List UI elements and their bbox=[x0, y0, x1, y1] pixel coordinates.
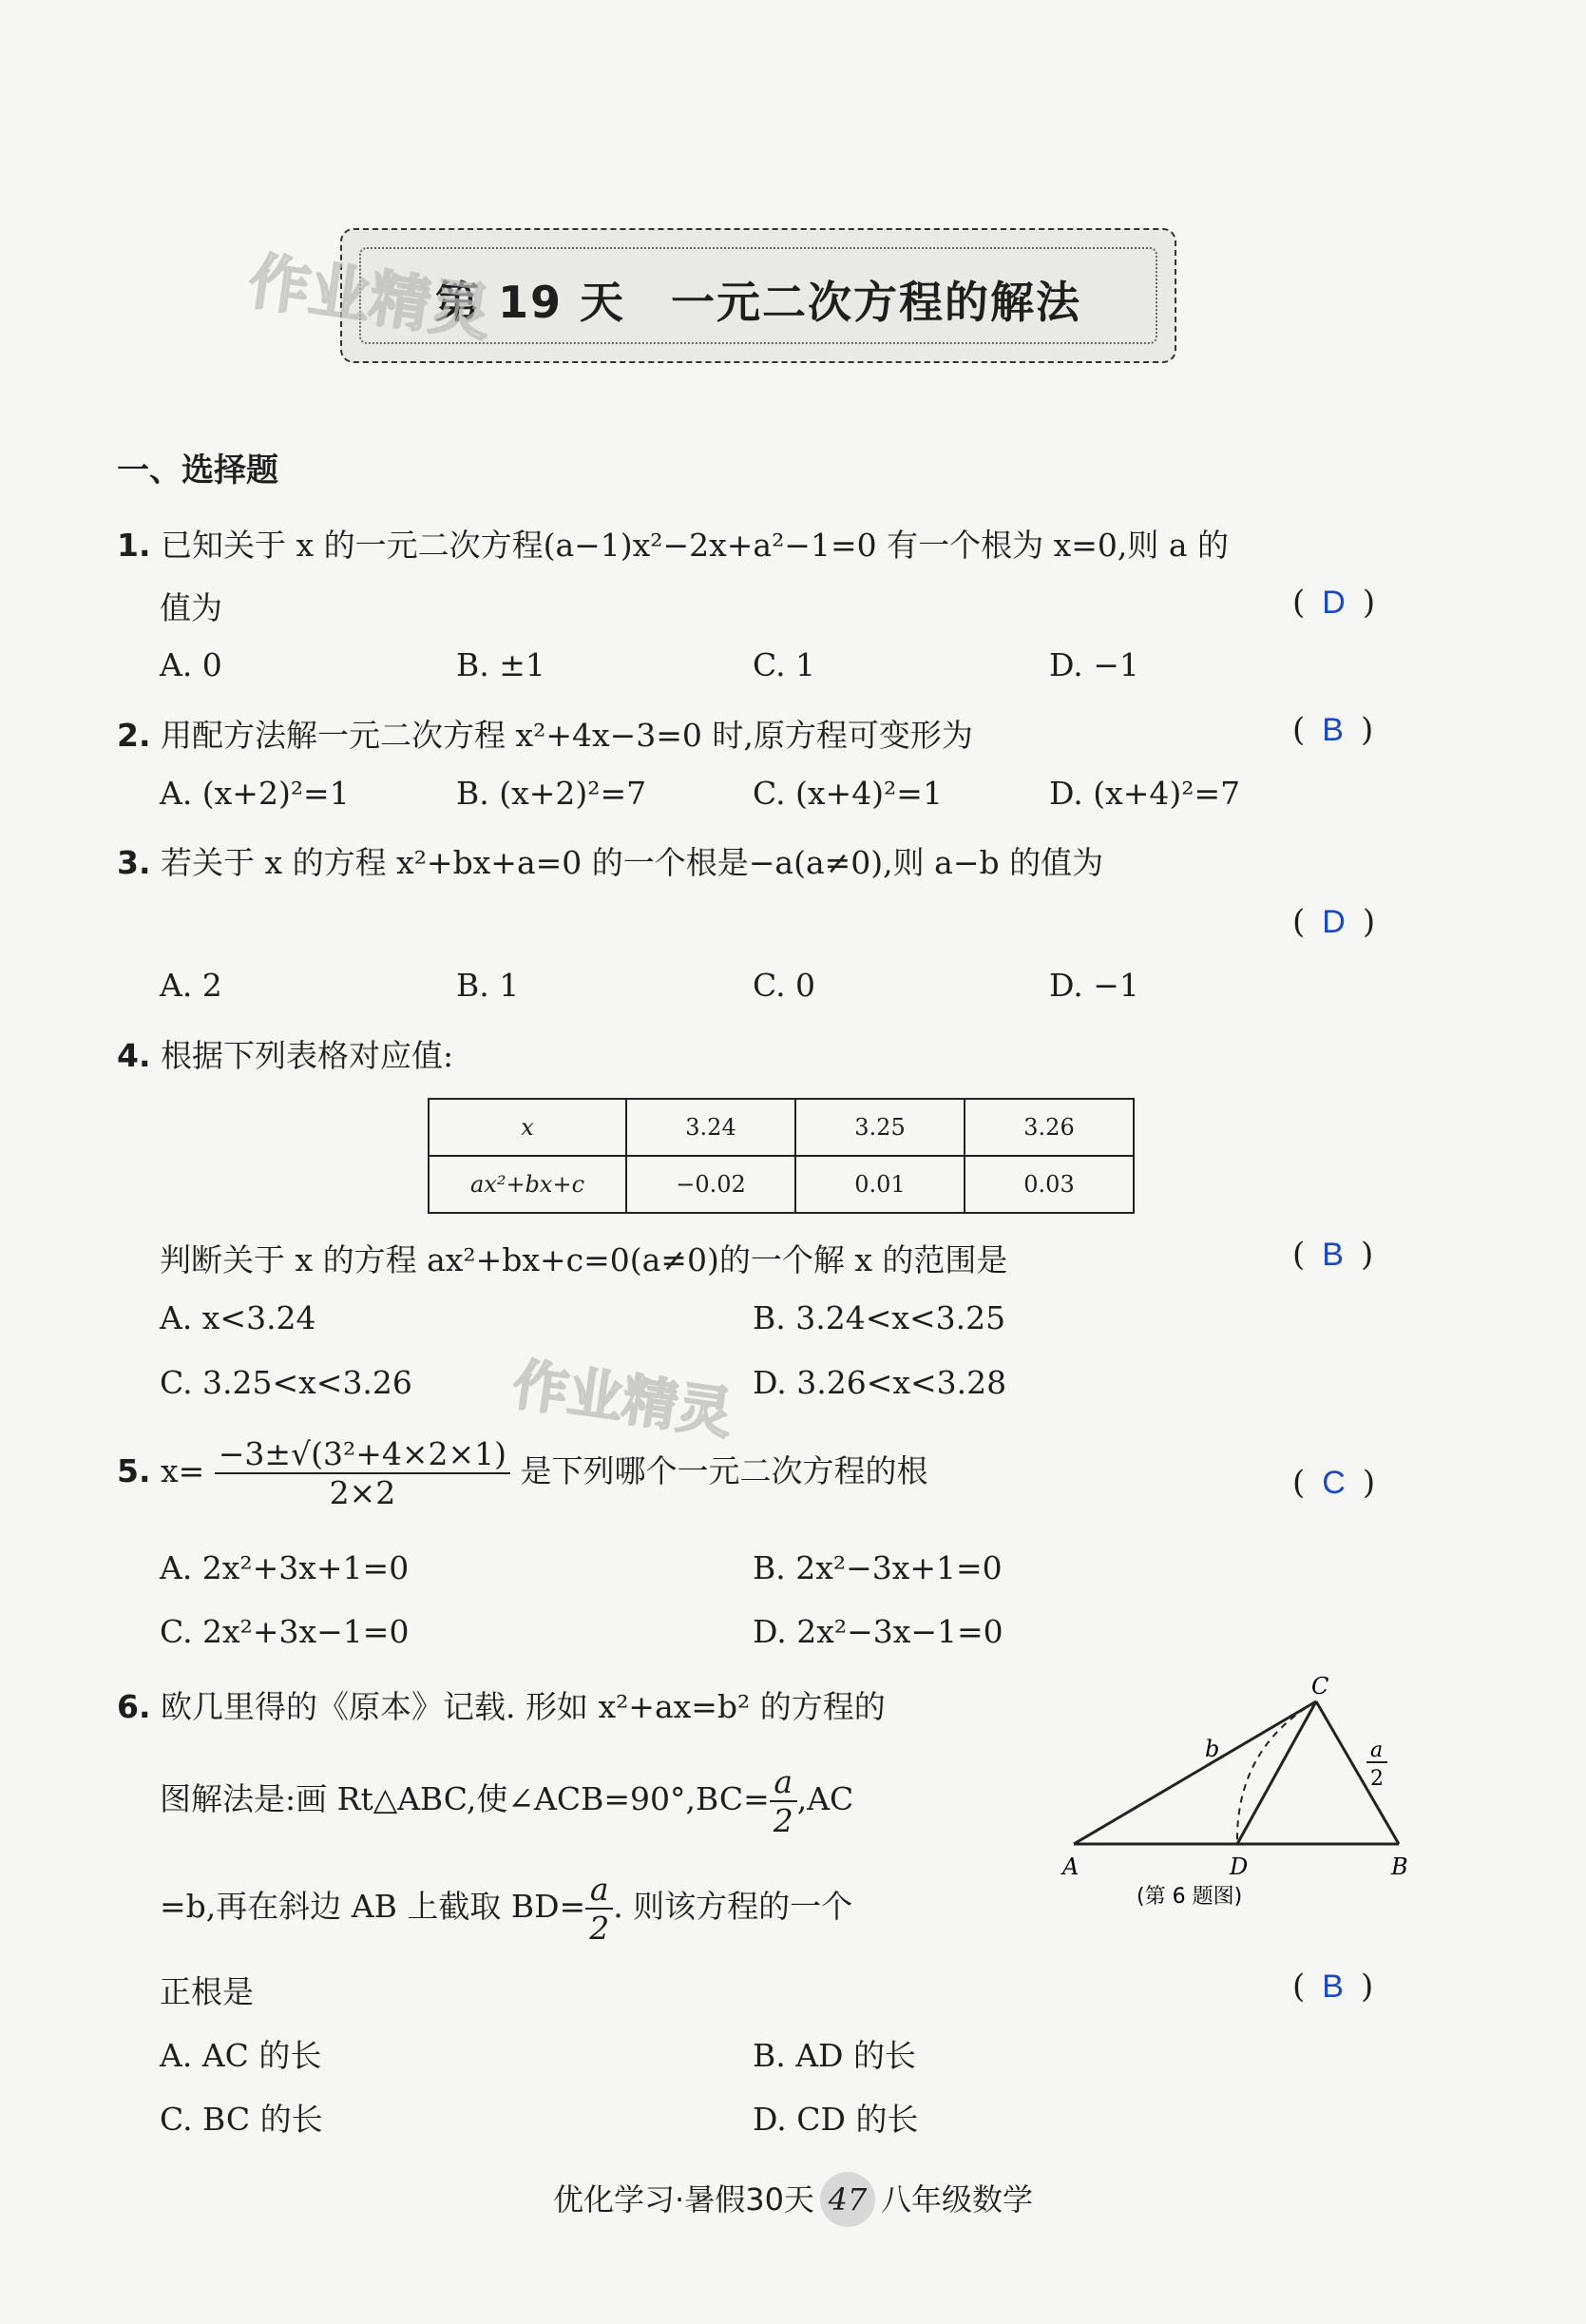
q4-option-a: A. x<3.24 bbox=[160, 1299, 316, 1336]
q6-option-a: A. AC 的长 bbox=[160, 2037, 322, 2074]
table-cell: −0.02 bbox=[626, 1156, 795, 1213]
q6-frac2-den: 2 bbox=[589, 1910, 610, 1947]
q6-option-c: C. BC 的长 bbox=[160, 2101, 323, 2138]
q6-option-d: D. CD 的长 bbox=[753, 2101, 919, 2138]
q4-line2: 判断关于 x 的方程 ax²+bx+c=0(a≠0)的一个解 x 的范围是 bbox=[160, 1241, 1008, 1278]
q1-answer-letter: D bbox=[1322, 585, 1346, 621]
q5-numerator: −3±√(3²+4×2×1) bbox=[215, 1435, 510, 1474]
q3-answer-letter: D bbox=[1322, 904, 1346, 940]
watermark-logo: 作业精灵 bbox=[244, 246, 496, 351]
page-number: 47 bbox=[820, 2172, 875, 2227]
q3-line bbox=[117, 838, 1103, 883]
q6-text3b: . 则该方程的一个 bbox=[613, 1888, 853, 1925]
q3-option-b: B. 1 bbox=[456, 967, 520, 1004]
q5-option-a: A. 2x²+3x+1=0 bbox=[160, 1549, 410, 1586]
watermark-logo-2: 作业精灵 bbox=[508, 1352, 736, 1447]
q4-line bbox=[117, 1031, 453, 1076]
q6-line4: 正根是 bbox=[160, 1973, 254, 2010]
page-footer bbox=[0, 2172, 1586, 2227]
q5-answer-letter: C bbox=[1322, 1465, 1346, 1501]
table-cell: 3.26 bbox=[965, 1099, 1134, 1156]
q3-text: 若关于 x 的方程 x²+bx+a=0 的一个根是−a(a≠0),则 a−b 的值为 bbox=[161, 844, 1104, 881]
q6-fraction-1 bbox=[770, 1763, 797, 1839]
q2-answer: ( B ) bbox=[1292, 711, 1374, 749]
q6-number: 6. bbox=[117, 1688, 151, 1725]
q4-option-d: D. 3.26<x<3.28 bbox=[753, 1364, 1007, 1401]
side-ac bbox=[1074, 1701, 1316, 1844]
q6-line2 bbox=[160, 1763, 853, 1839]
q4-number: 4. bbox=[117, 1037, 151, 1074]
q4-option-b: B. 3.24<x<3.25 bbox=[753, 1299, 1006, 1336]
label-c: C bbox=[1311, 1673, 1329, 1700]
table-cell: x bbox=[429, 1099, 626, 1156]
q6-line3 bbox=[160, 1871, 852, 1947]
q6-line1 bbox=[117, 1682, 886, 1727]
q3-number: 3. bbox=[117, 844, 151, 881]
q5-option-d: D. 2x²−3x−1=0 bbox=[753, 1613, 1003, 1650]
label-d: D bbox=[1230, 1853, 1249, 1880]
q6-text3a: =b,再在斜边 AB 上截取 BD= bbox=[160, 1888, 586, 1925]
q2-option-b: B. (x+2)²=7 bbox=[456, 775, 647, 812]
section-heading: 一、选择题 bbox=[117, 451, 278, 490]
q1-line2: 值为 bbox=[160, 589, 222, 626]
q6-frac1-den: 2 bbox=[773, 1802, 793, 1839]
side-bc bbox=[1316, 1701, 1399, 1844]
q2-line bbox=[117, 711, 973, 756]
table-row bbox=[429, 1156, 1134, 1213]
q1-option-d: D. −1 bbox=[1049, 646, 1139, 683]
figure-caption: (第 6 题图) bbox=[1137, 1885, 1243, 1909]
q5-number: 5. bbox=[117, 1452, 151, 1489]
q5-option-b: B. 2x²−3x+1=0 bbox=[753, 1549, 1003, 1586]
q1-line1 bbox=[117, 521, 1229, 566]
q3-answer: ( D ) bbox=[1292, 903, 1376, 941]
q3-option-a: A. 2 bbox=[160, 967, 222, 1004]
q6-answer-letter: B bbox=[1322, 1969, 1344, 2005]
values-table bbox=[428, 1098, 1135, 1214]
triangle-figure bbox=[1045, 1663, 1444, 1920]
footer-left: 优化学习·暑假30天 bbox=[553, 2181, 814, 2218]
q4-option-c: C. 3.25<x<3.26 bbox=[160, 1364, 412, 1401]
label-b-side: b bbox=[1205, 1736, 1220, 1762]
label-b: B bbox=[1391, 1853, 1408, 1880]
label-a-over-2-den: 2 bbox=[1370, 1767, 1384, 1791]
q5-answer: ( C ) bbox=[1292, 1464, 1376, 1502]
q5-denominator: 2×2 bbox=[329, 1474, 396, 1511]
q3-option-c: C. 0 bbox=[753, 967, 816, 1004]
table-cell: 3.24 bbox=[626, 1099, 795, 1156]
q5-lhs: x= bbox=[161, 1452, 205, 1489]
q2-option-d: D. (x+4)²=7 bbox=[1049, 775, 1241, 812]
segment-cd bbox=[1237, 1701, 1316, 1844]
q1-option-a: A. 0 bbox=[160, 646, 222, 683]
footer-right: 八年级数学 bbox=[880, 2181, 1033, 2218]
q1-text: 已知关于 x 的一元二次方程(a−1)x²−2x+a²−1=0 有一个根为 x=0,则 a 的 bbox=[161, 527, 1229, 564]
q5-text: 是下列哪个一元二次方程的根 bbox=[520, 1452, 928, 1489]
q1-option-c: C. 1 bbox=[753, 646, 816, 683]
table-cell: 0.03 bbox=[965, 1156, 1134, 1213]
q4-answer-letter: B bbox=[1322, 1237, 1344, 1273]
q2-option-a: A. (x+2)²=1 bbox=[160, 775, 350, 812]
label-a-over-2-num: a bbox=[1370, 1738, 1384, 1762]
table-row bbox=[429, 1099, 1134, 1156]
q6-option-b: B. AD 的长 bbox=[753, 2037, 917, 2074]
q1-option-b: B. ±1 bbox=[456, 646, 545, 683]
q1-answer: ( D ) bbox=[1292, 584, 1376, 622]
label-a: A bbox=[1062, 1853, 1080, 1880]
q6-answer: ( B ) bbox=[1292, 1968, 1374, 2006]
q2-text: 用配方法解一元二次方程 x²+4x−3=0 时,原方程可变形为 bbox=[161, 717, 973, 754]
q2-answer-letter: B bbox=[1322, 712, 1344, 748]
q6-text2a: 图解法是:画 Rt△ABC,使∠ACB=90°,BC= bbox=[160, 1780, 770, 1817]
q5-line bbox=[117, 1435, 928, 1511]
q3-option-d: D. −1 bbox=[1049, 967, 1139, 1004]
q6-fraction-2 bbox=[585, 1871, 613, 1947]
q2-number: 2. bbox=[117, 717, 151, 754]
q1-number: 1. bbox=[117, 527, 151, 564]
page-title: 第 19 天 一元二次方程的解法 bbox=[434, 277, 1082, 328]
table-cell: 0.01 bbox=[795, 1156, 965, 1213]
q6-text1: 欧几里得的《原本》记载. 形如 x²+ax=b² 的方程的 bbox=[161, 1688, 886, 1725]
table-cell: 3.25 bbox=[795, 1099, 965, 1156]
q5-fraction bbox=[215, 1435, 510, 1511]
q4-text: 根据下列表格对应值: bbox=[161, 1037, 454, 1074]
q6-frac2-num: a bbox=[585, 1871, 613, 1910]
q6-frac1-num: a bbox=[770, 1763, 797, 1802]
q4-answer: ( B ) bbox=[1292, 1236, 1374, 1274]
q5-option-c: C. 2x²+3x−1=0 bbox=[160, 1613, 410, 1650]
table-cell: ax²+bx+c bbox=[429, 1156, 626, 1213]
q6-text2b: ,AC bbox=[796, 1780, 854, 1817]
q2-option-c: C. (x+4)²=1 bbox=[753, 775, 943, 812]
